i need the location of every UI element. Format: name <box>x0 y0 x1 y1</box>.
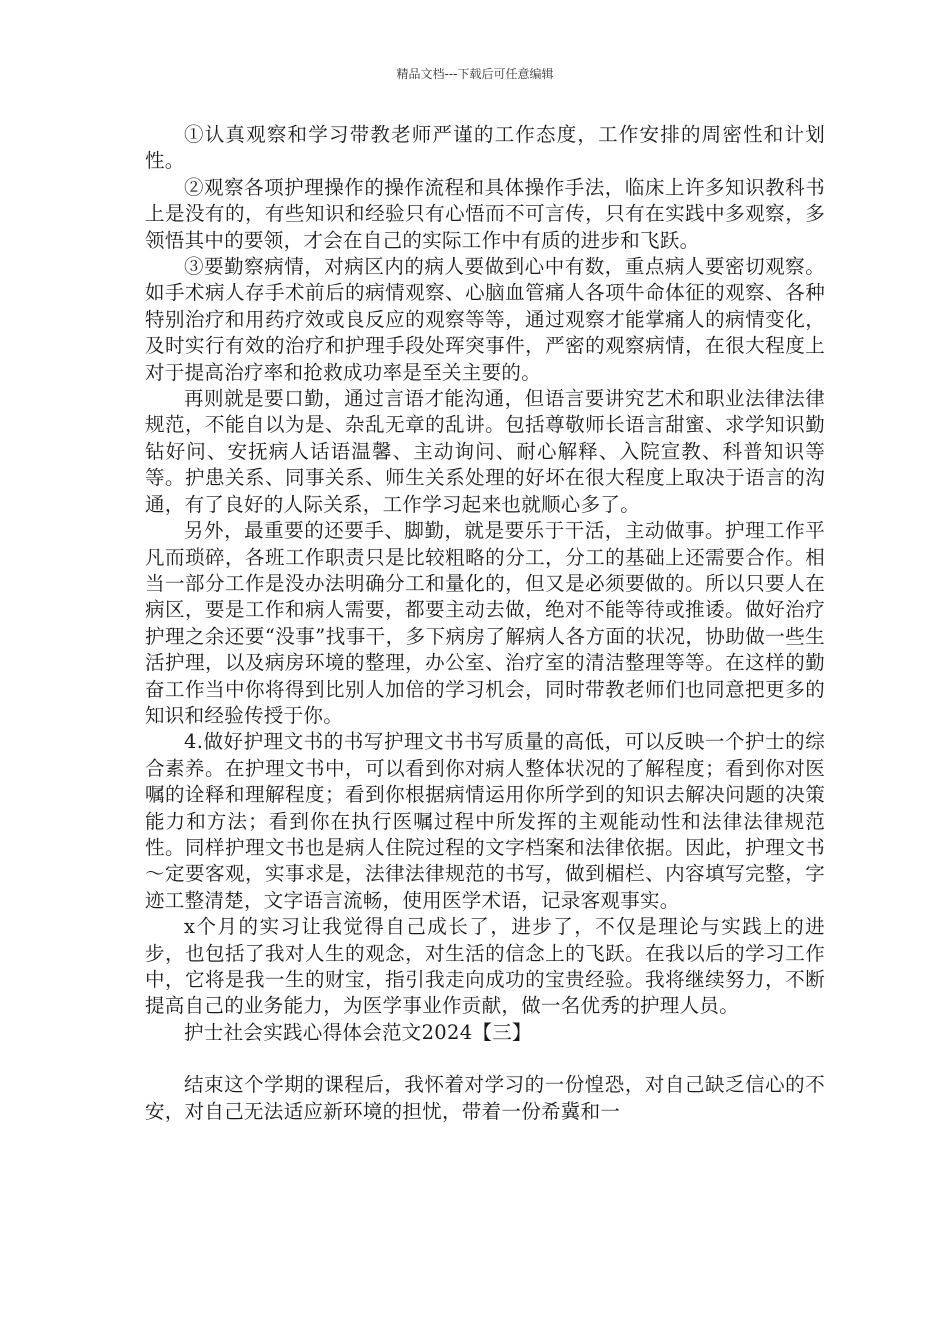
paragraph-internship-summary: x个月的实习让我觉得自己成长了，进步了，不仅是理论与实践上的进步，也包括了我对人生的观念，对生活的信念上的飞跃。在我以后的学习工作中，它将是我一生的财宝，指引我走向成功的宝贵经验。我将继续努力，不断提高自己的业务能力，为医学事业作贡献，做一名优秀的护理人员。 <box>145 915 825 1018</box>
paragraph-observe-operations: ②观察各项护理操作的操作流程和具体操作手法，临床上许多知识教科书上是没有的，有些知识和经验只有心悟而不可言传，只有在实践中多观察，多领悟其中的要领，才会在自己的实际工作中有质的进步和飞跃。 <box>145 175 825 252</box>
paragraph-observe-attitude: ①认真观察和学习带教老师严谨的工作态度，工作安排的周密性和计划性。 <box>145 123 825 173</box>
blank-line <box>145 1046 825 1072</box>
page-header: 精品文档---下载后可任意编辑 <box>396 67 554 81</box>
paragraph-hands-feet-diligence: 另外，最重要的还要手、脚勤，就是要乐于干活，主动做事。护理工作平凡而琐碎，各班工作职责只是比较粗略的分工，分工的基础上还需要合作。相当一部分工作是没办法明确分工和量化的，但又是必须要做的。所以只要人在病区，要是工作和病人需要，都要主动去做，绝对不能等待或推诿。做好治疗护理之余还要“没事”找事干，多下病房了解病人各方面的状况，协助做一些生活护理，以及病房环境的整理，办公室、治疗室的清洁整理等等。在这样的勤奋工作当中你将得到比别人加倍的学习机会，同时带教老师们也同意把更多的知识和经验传授于你。 <box>145 519 825 727</box>
paragraph-verbal-diligence: 再则就是要口勤，通过言语才能沟通，但语言要讲究艺术和职业法律法律规范，不能自以为是、杂乱无章的乱讲。包括尊敬师长语言甜蜜、求学知识勤钻好问、安抚病人话语温馨、主动询问、耐心解释、入院宣教、科普知识等等。护患关系、同事关系、师生关系处理的好坏在很大程度上取决于语言的沟通，有了良好的人际关系，工作学习起来也就顺心多了。 <box>145 387 825 516</box>
paragraph-observe-condition: ③要勤察病情，对病区内的病人要做到心中有数，重点病人要密切观察。如手术病人存手术前后的病情观察、心脑血管痛人各项牛命体征的观察、各种特别治疗和用药疗效或良反应的观察等等，通过观察才能掌痛人的病情变化，及时实行有效的治疗和护理手段处珲突事件，严密的观察病情，在很大程度上对于提高治疗率和抢救成功率是至关主要的。 <box>145 255 825 384</box>
section-title: 护士社会实践心得体会范文2024【三】 <box>184 1020 532 1044</box>
paragraph-closing: 结束这个学期的课程后，我怀着对学习的一份惶恐，对自己缺乏信心的不安，对自己无法适应新环境的担忧，带着一份希冀和一 <box>145 1073 825 1123</box>
paragraph-nursing-documents: 4.做好护理文书的书写护理文书书写质量的高低，可以反映一个护士的综合素养。在护理文书中，可以看到你对病人整体状况的了解程度；看到你对医嘱的诠释和理解程度；看到你根据病情运用你所学到的知识去解决问题的决策能力和方法；看到你在执行医嘱过程中所发挥的主观能动性和法律法律规范性。同样护理文书也是病人住院过程的文字档案和法律依据。因此，护理文书～定要客观，实事求是，法律法律规范的书写，做到楣栏、内容填写完整，字迹工整清楚，文字语言流畅，使用医学术语，记录客观事实。 <box>145 730 825 912</box>
document-body <box>145 122 825 1125</box>
